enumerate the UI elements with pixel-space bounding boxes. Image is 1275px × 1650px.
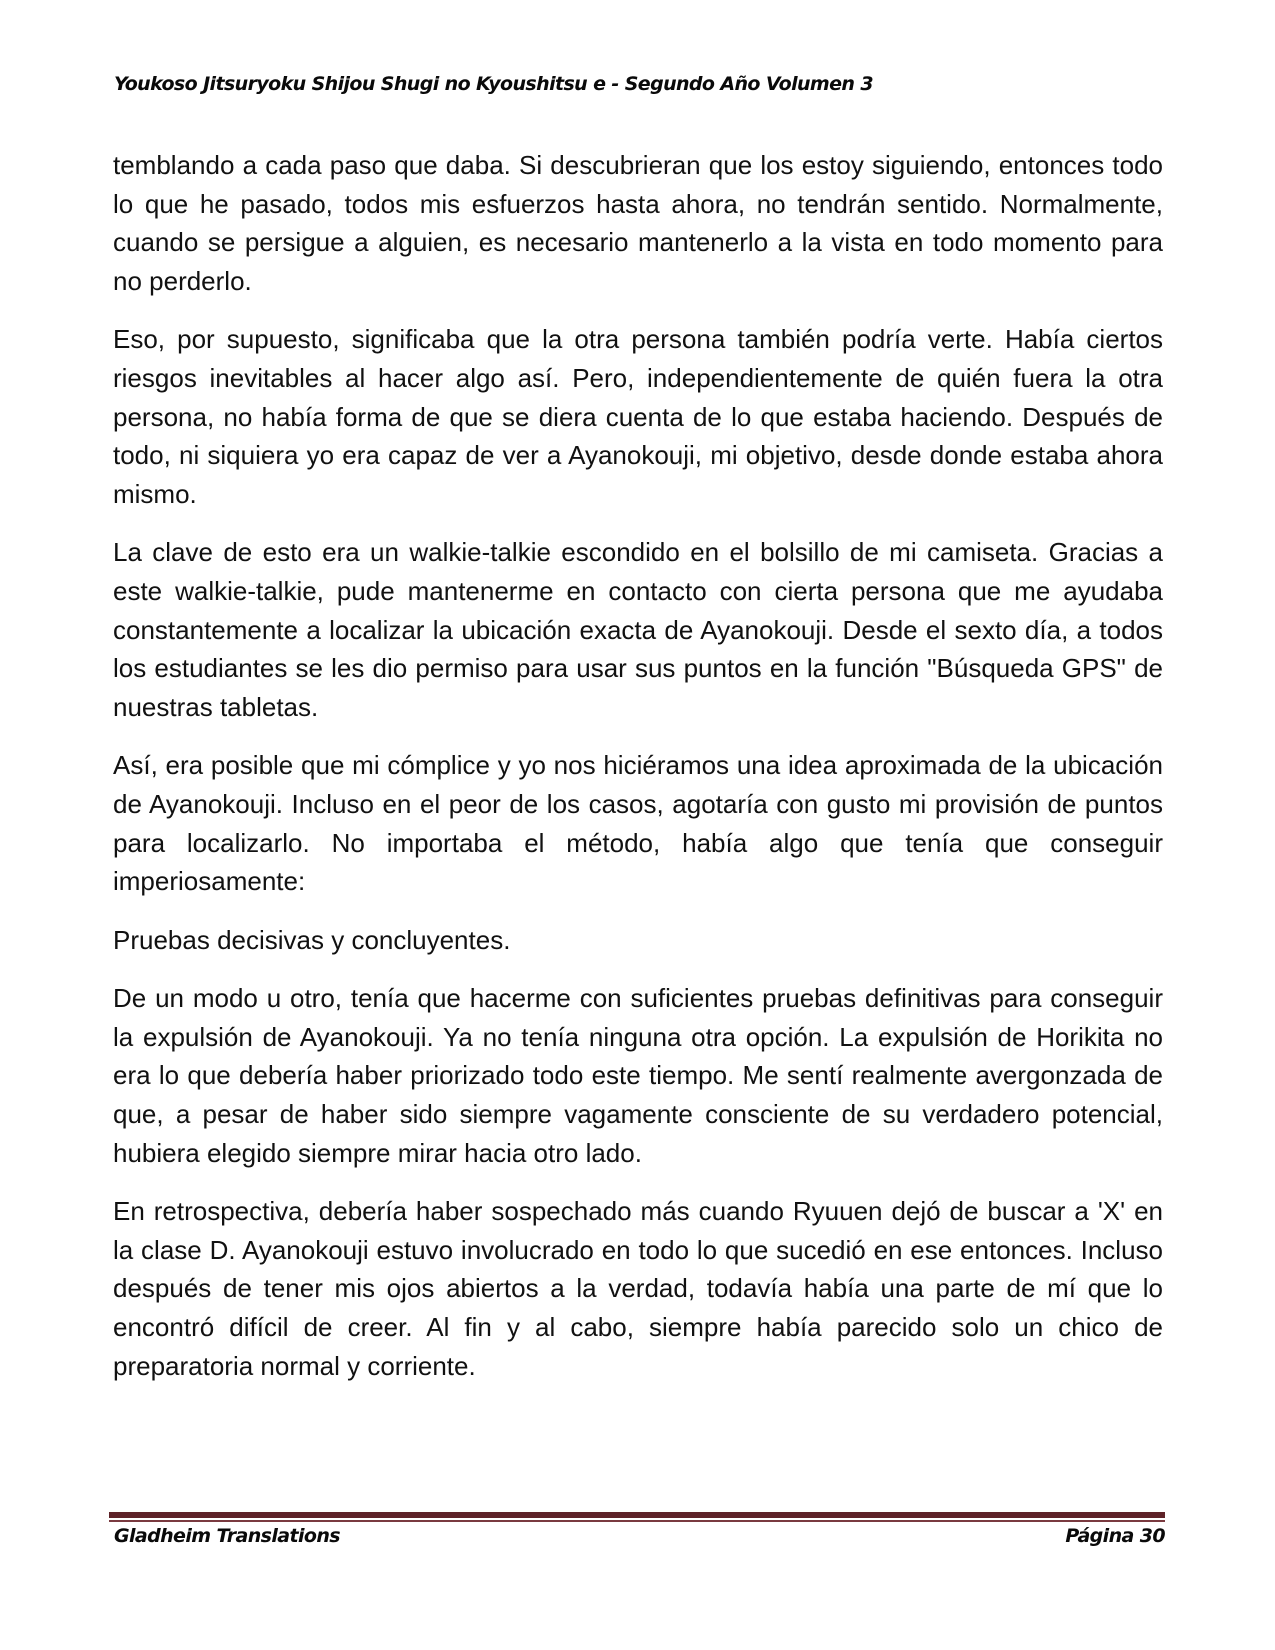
- paragraph: Así, era posible que mi cómplice y yo nos hiciéramos una idea aproximada de la ubicación de Ayanokouji. Incluso en el peor de los casos, agotaría con gusto mi provisión de puntos para localizarlo. No importaba el método, había algo que tenía que conseguir imperiosamente:: [113, 750, 1163, 897]
- footer-divider-thick: [109, 1512, 1165, 1518]
- paragraph: Eso, por supuesto, significaba que la otra persona también podría verte. Había ciertos riesgos inevitables al hacer algo así. Pero, independientemente de quién fuera la otra persona, no había forma de que se diera cuenta de lo que estaba haciendo. Después de todo, ni siquiera yo era capaz de ver a Ayanokouji, mi objetivo, desde donde estaba ahora mismo.: [113, 324, 1163, 509]
- running-header: Youkoso Jitsuryoku Shijou Shugi no Kyoushitsu e - Segundo Año Volumen 3: [114, 73, 873, 95]
- paragraph: Pruebas decisivas y concluyentes.: [113, 924, 511, 955]
- footer-credit: Gladheim Translations: [114, 1525, 340, 1547]
- footer-divider-thin: [109, 1520, 1165, 1522]
- paragraph: De un modo u otro, tenía que hacerme con suficientes pruebas definitivas para conseguir la expulsión de Ayanokouji. Ya no tenía ninguna otra opción. La expulsión de Horikita no era lo que debería haber priorizado todo este tiempo. Me sentí realmente avergonzada de que, a pesar de haber sido siempre vagamente consciente de su verdadero potencial, hubiera elegido siempre mirar hacia otro lado.: [113, 983, 1163, 1168]
- paragraph: La clave de esto era un walkie-talkie escondido en el bolsillo de mi camiseta. Gracias a este walkie-talkie, pude mantenerme en contacto con cierta persona que me ayudaba constantemente a localizar la ubicación exacta de Ayanokouji. Desde el sexto día, a todos los estudiantes se les dio permiso para usar sus puntos en la función "Búsqueda GPS" de nuestras tabletas.: [113, 537, 1163, 722]
- paragraph: temblando a cada paso que daba. Si descubrieran que los estoy siguiendo, entonces todo lo que he pasado, todos mis esfuerzos hasta ahora, no tendrán sentido. Normalmente, cuando se persigue a alguien, es necesario mantenerlo a la vista en todo momento para no perderlo.: [113, 150, 1163, 296]
- page-number: Página 30: [1065, 1525, 1165, 1547]
- paragraph: En retrospectiva, debería haber sospechado más cuando Ryuuen dejó de buscar a 'X' en la clase D. Ayanokouji estuvo involucrado en todo lo que sucedió en ese entonces. Incluso después de tener mis ojos abiertos a la verdad, todavía había una parte de mí que lo encontró difícil de creer. Al fin y al cabo, siempre había parecido solo un chico de preparatoria normal y corriente.: [113, 1196, 1163, 1381]
- body-text: [113, 146, 1163, 1405]
